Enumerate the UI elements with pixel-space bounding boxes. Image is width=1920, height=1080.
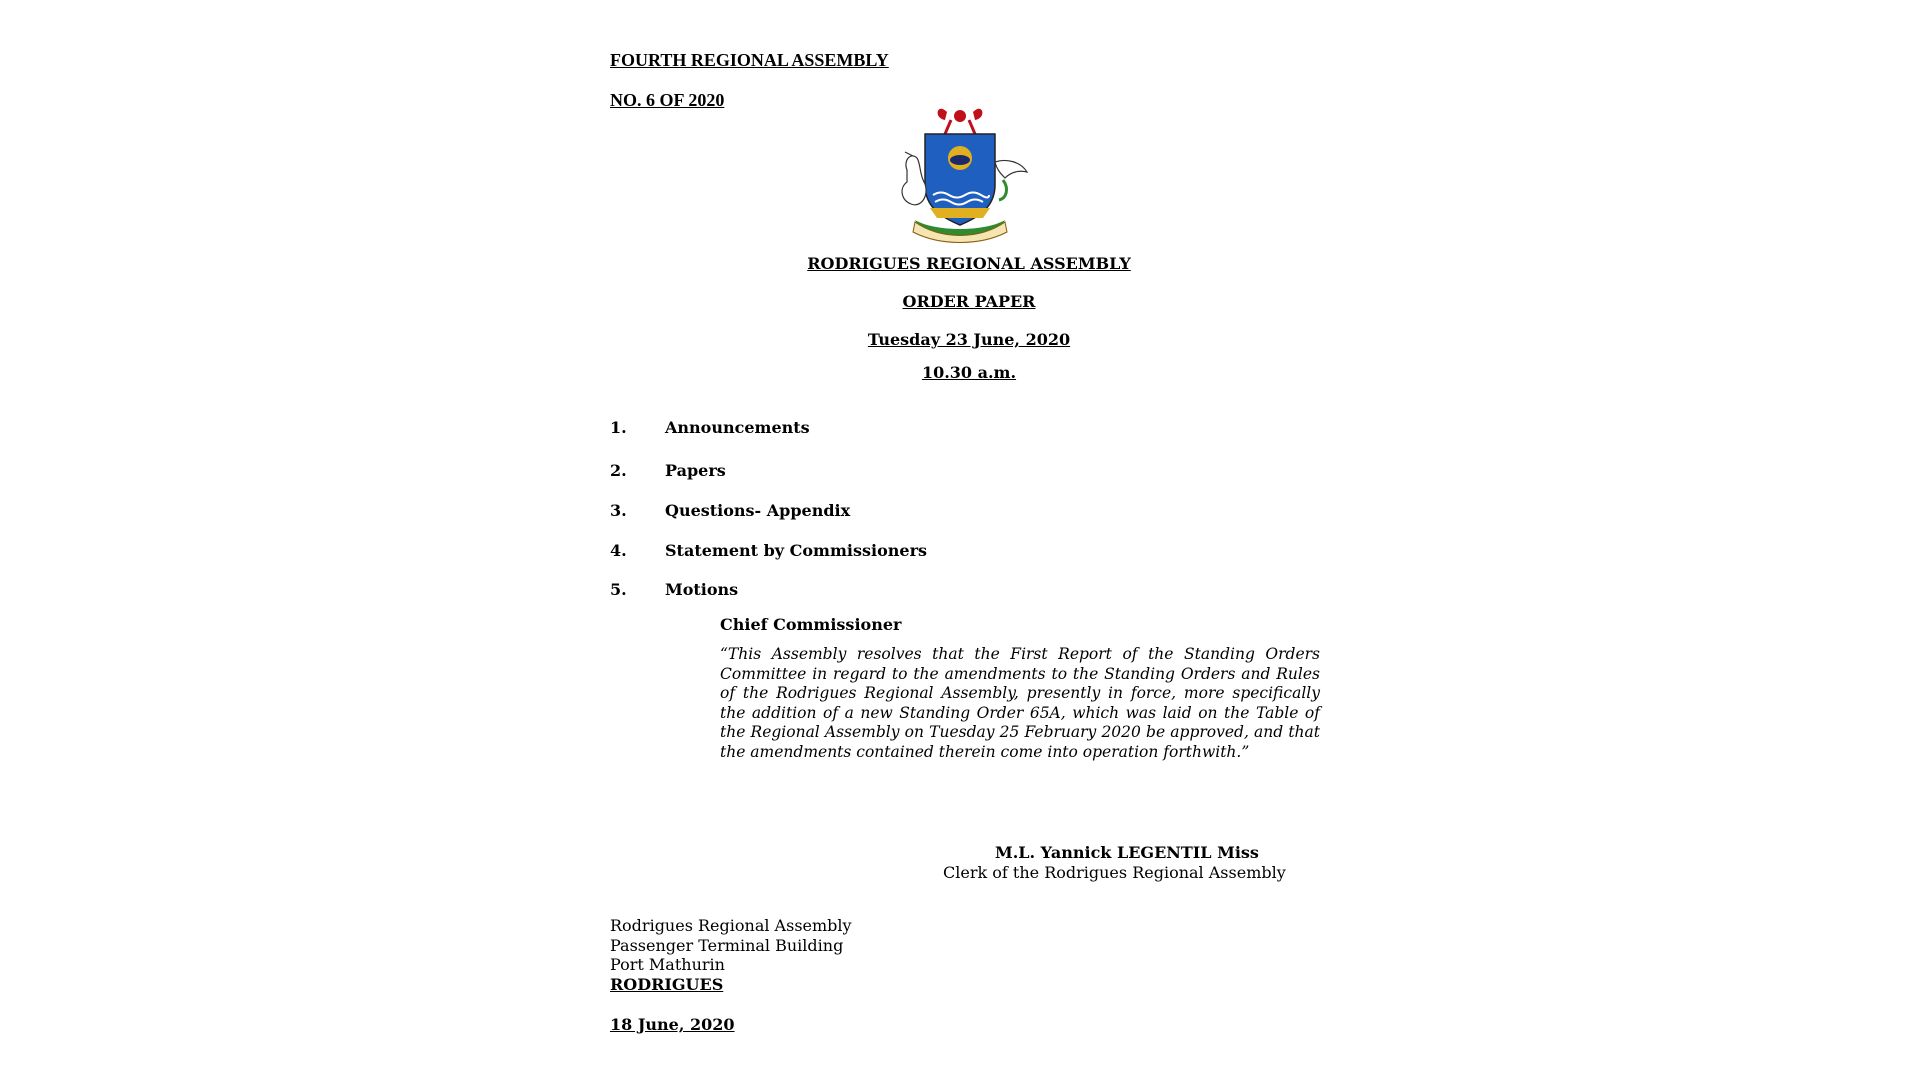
address-line: Port Mathurin xyxy=(610,955,725,974)
order-item-label: Statement by Commissioners xyxy=(665,541,927,560)
address-line: Rodrigues Regional Assembly xyxy=(610,916,852,935)
address-line: Passenger Terminal Building xyxy=(610,935,844,955)
order-item-label: Papers xyxy=(665,461,726,480)
order-item-label: Questions- Appendix xyxy=(665,501,851,520)
signatory-role: Clerk of the Rodrigues Regional Assembly xyxy=(943,863,1286,882)
order-item-number: 4. xyxy=(610,541,627,560)
address-country: RODRIGUES xyxy=(610,974,724,994)
document-title: ORDER PAPER xyxy=(902,292,1036,311)
order-item-number: 1. xyxy=(610,418,627,437)
paper-number: NO. 6 OF 2020 xyxy=(610,90,725,110)
signatory-name: M.L. Yannick LEGENTIL Miss xyxy=(995,843,1259,862)
sitting-time: 10.30 a.m. xyxy=(921,363,1017,382)
sitting-date: Tuesday 23 June, 2020 xyxy=(867,330,1071,349)
order-item-number: 5. xyxy=(610,580,627,599)
order-item-number: 2. xyxy=(610,461,627,480)
address-block xyxy=(610,916,852,994)
motion-mover: Chief Commissioner xyxy=(720,615,902,634)
order-item-label: Announcements xyxy=(665,418,810,437)
assembly-title: RODRIGUES REGIONAL ASSEMBLY xyxy=(807,254,1131,273)
assembly-heading: FOURTH REGIONAL ASSEMBLY xyxy=(610,50,889,70)
issued-date: 18 June, 2020 xyxy=(610,1015,735,1034)
coat-of-arms-icon xyxy=(885,100,1035,245)
order-item-label: Motions xyxy=(665,580,739,599)
motion-text: “This Assembly resolves that the First Report of the Standing Orders Committee in regard to the amendments to the Standing Orders and Rules of the Rodrigues Regional Assembly, presently in force, more specifically the addition of a new Standing Order 65A, which was laid on the Table of the Regional Assembly on Tuesday 25 February 2020 be approved, and that the amendments contained therein come into operation forthwith.” xyxy=(720,645,1320,761)
order-item-number: 3. xyxy=(610,501,627,520)
